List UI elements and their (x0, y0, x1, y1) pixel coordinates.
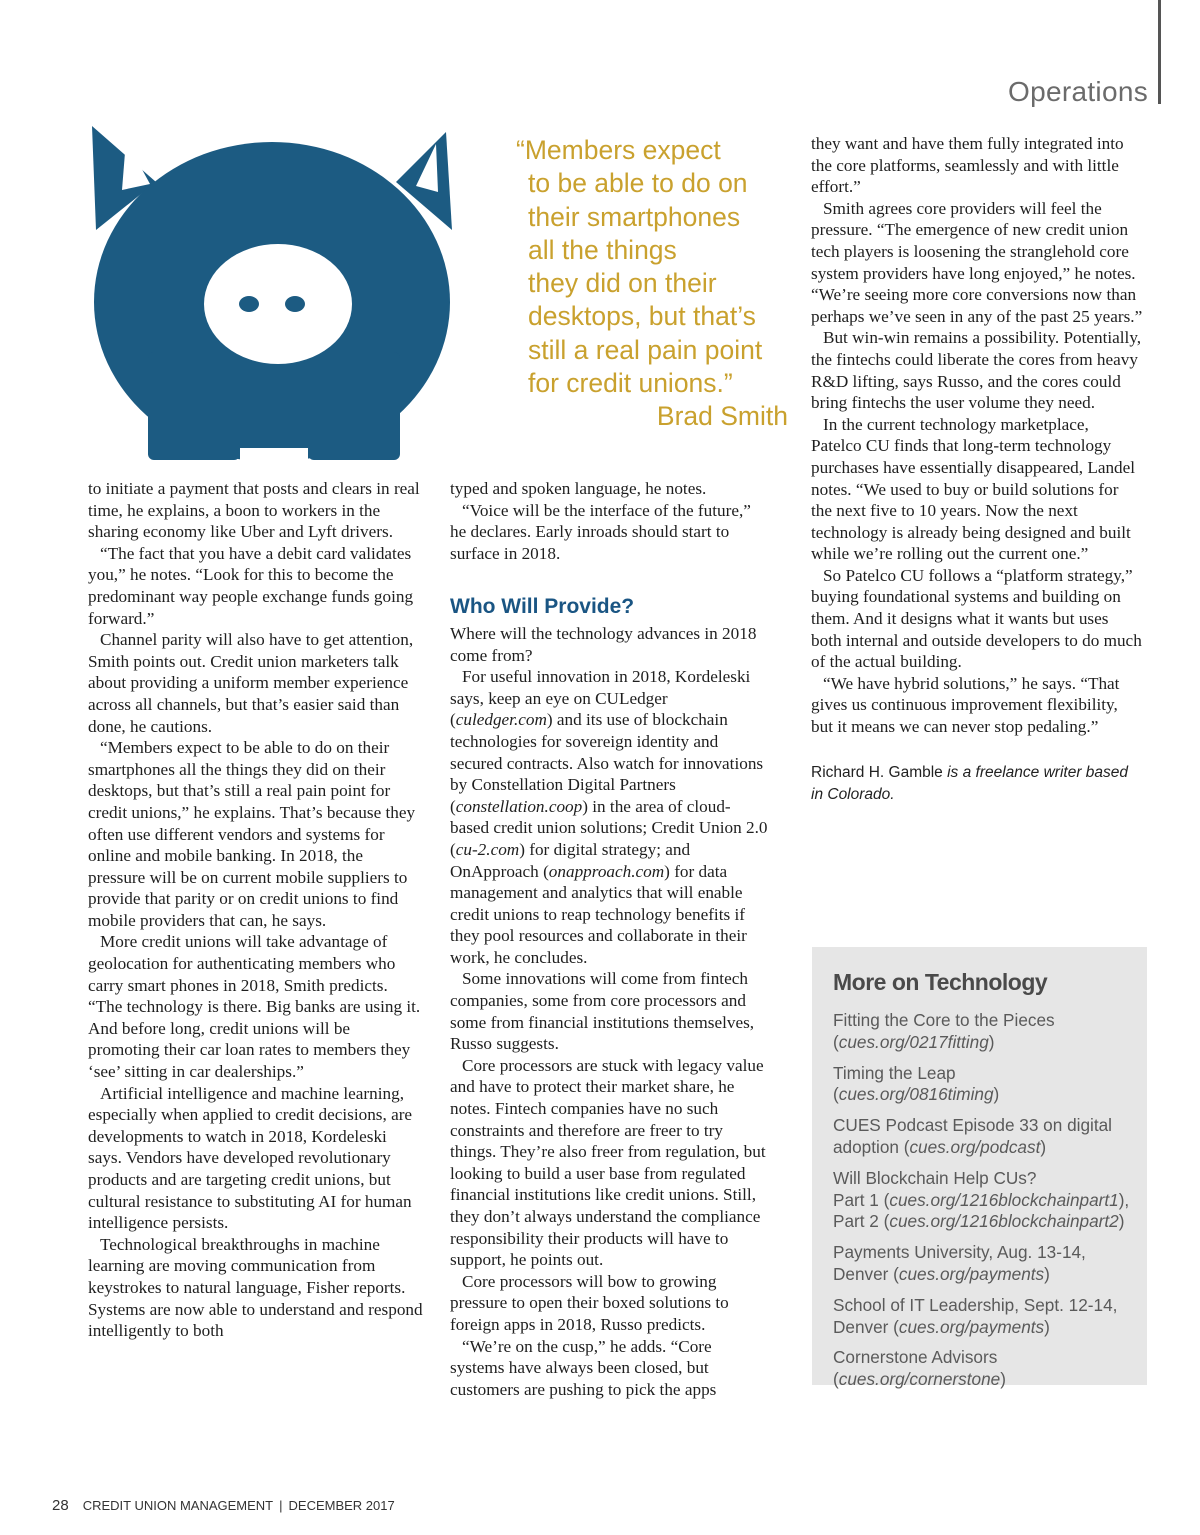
sidebar-item[interactable]: School of IT Leadership, Sept. 12-14, Denver (cues.org/payments) (833, 1294, 1118, 1337)
pull-quote-line: all the things (528, 234, 677, 265)
paragraph: “The fact that you have a debit card validates you,” he notes. “Look for this to become the predominant way people exchange funds going forward.” (88, 543, 414, 628)
sidebar-link[interactable]: cues.org/0217fitting (838, 1031, 989, 1052)
sidebar-link[interactable]: cues.org/podcast (909, 1136, 1041, 1157)
paragraph: they want and have them fully integrated into the core platforms, seamlessly and with little effort.” (811, 134, 1124, 197)
pull-quote-line: desktops, but that’s (528, 301, 756, 332)
article-column-3 (811, 133, 1143, 806)
paragraph: typed and spoken language, he notes. (450, 479, 707, 498)
sidebar-item[interactable]: Cornerstone Advisors (cues.org/cornerstone) (833, 1347, 1006, 1390)
pull-quote (516, 134, 788, 434)
paragraph: “Members expect to be able to do on their smartphones all the things they did on their desktops, but that’s still a real pain point for credit unions,” he explains. That’s because they often use different vendors and systems for online and mobile banking. In 2018, the pressure will be on current mobile suppliers to provide that parity or on credit unions to find mobile providers that can, he says. (88, 738, 416, 930)
issue-date: DECEMBER 2017 (288, 1498, 395, 1513)
sidebar-link[interactable]: cues.org/1216blockchainpart1 (889, 1189, 1119, 1210)
link-constellation[interactable]: constellation.coop (455, 796, 583, 816)
link-onapproach[interactable]: onapproach.com (548, 861, 665, 881)
paragraph: Channel parity will also have to get attention, Smith points out. Credit union marketers talk about providing a uniform member experience across all channels, but that’s easier said than done, he cautions. (88, 630, 414, 736)
paragraph: More credit unions will take advantage of geolocation for authenticating members who carry smart phones in 2018, Smith predicts. “The technology is there. Big banks are using it. And before long, credit unions will be promoting their car loan rates to members they ‘see’ sitting in car dealerships.” (88, 932, 421, 1082)
header-rule (1158, 0, 1161, 104)
author-byline (811, 762, 1143, 806)
paragraph: Artificial intelligence and machine learning, especially when applied to credit decisions, are developments to watch in 2018, Kordeleski says. Vendors have developed revolutionary products and are targeting credit unions, but cultural resistance to substituting AI for human intelligence persists. (88, 1083, 413, 1233)
pull-quote-line: they did on their (528, 268, 717, 299)
footer-separator: | (279, 1498, 283, 1513)
author-name: Richard H. Gamble (811, 763, 943, 781)
page-footer (52, 1497, 395, 1514)
sidebar-more-on-technology (812, 947, 1147, 1390)
paragraph: “Voice will be the interface of the future,” he declares. Early inroads should start to surface in 2018. (450, 500, 751, 563)
sidebar-link[interactable]: cues.org/1216blockchainpart2 (889, 1211, 1119, 1232)
paragraph: “We have hybrid solutions,” he says. “That gives us continuous improvement flexibility, but it means we can never stop pedaling.” (811, 673, 1120, 737)
section-label: Operations (1008, 76, 1148, 107)
pull-quote-attribution: Brad Smith (656, 401, 788, 432)
sidebar-link[interactable]: cues.org/0816timing (838, 1084, 994, 1105)
sidebar-item[interactable]: Will Blockchain Help CUs? Part 1 (cues.org/1216blockchainpart1), Part 2 (cues.org/1216blockchainpart2) (833, 1167, 1130, 1232)
paragraph: “We’re on the cusp,” he adds. “Core systems have always been closed, but customers are pushing to pick the apps (450, 1336, 717, 1399)
link-cu2[interactable]: cu-2.com (455, 839, 520, 859)
paragraph: For useful innovation in 2018, Kordeleski says, keep an eye on CULedger (culedger.com) and its use of blockchain technologies for sovereign identity and secured contracts. Also watch for innovations by Constellation Digital Partners (constellation.coop) in the area of cloud-based credit union solutions; Credit Union 2.0 (cu-2.com) for digital strategy; and OnApproach (onapproach.com) for data management and analytics that will enable credit unions to reap technology benefits if they pool resources and collaborate in their work, he concludes. (450, 667, 768, 967)
author-bio: is a freelance writer based in Colorado. (811, 763, 1129, 803)
paragraph: In the current technology marketplace, Patelco CU finds that long-term technology purchases have essentially disappeared, Landel notes. “We used to buy or build solutions for the next five to 10 years. Now the next technology is already being designed and built while we’re rolling out the current one.” (811, 414, 1136, 564)
paragraph: But win-win remains a possibility. Potentially, the fintechs could liberate the cores from heavy R&D lifting, says Russo, and the cores could bring fintechs the user volume they need. (811, 328, 1142, 413)
article-column-1 (88, 478, 424, 1342)
sidebar-item[interactable]: Payments University, Aug. 13-14, Denver (cues.org/payments) (833, 1242, 1086, 1284)
pull-quote-line: for credit unions.” (528, 368, 733, 399)
paragraph: to initiate a payment that posts and clears in real time, he explains, a boon to workers in the sharing economy like Uber and Lyft drivers. (88, 479, 420, 542)
pull-quote-line: to be able to do on (528, 168, 748, 199)
sidebar-item[interactable]: CUES Podcast Episode 33 on digital adoption (cues.org/podcast) (833, 1115, 1112, 1157)
link-culedger[interactable]: culedger.com (455, 710, 547, 730)
paragraph: Smith agrees core providers will feel the pressure. “The emergence of new credit union tech players is loosening the stranglehold core system providers have long enjoyed,” he notes. “We’re seeing more core conversions now than perhaps we’ve seen in any of the past 25 years.” (811, 198, 1143, 326)
paragraph: Core processors are stuck with legacy value and have to protect their market share, he notes. Fintech companies have no such constraints and therefore are freer to try things. They’re also freer from regulation, but looking to build a user base from regulated financial institutions like credit unions. Still, they don’t always understand the compliance responsibility their products will have to support, he points out. (450, 1055, 766, 1270)
paragraph: So Patelco CU follows a “platform strategy,” buying foundational systems and building on them. And it designs what it wants but uses both internal and outside developers to do much of the actual building. (811, 565, 1142, 672)
sidebar-item[interactable]: Fitting the Core to the Pieces (cues.org/0217fitting) (833, 1010, 1055, 1052)
sidebar-link[interactable]: cues.org/payments (898, 1316, 1045, 1337)
page-number: 28 (52, 1497, 69, 1514)
paragraph: Technological breakthroughs in machine learning are moving communication from keystrokes to natural language, Fisher reports. Systems are now able to understand and respond intelligently to both (88, 1234, 423, 1341)
pull-quote-line: still a real pain point (528, 334, 763, 365)
paragraph: Where will the technology advances in 2018 come from? (450, 623, 757, 665)
publication-name: CREDIT UNION MANAGEMENT (82, 1498, 274, 1513)
paragraph: Some innovations will come from fintech companies, some from core processors and some from financial institutions themselves, Russo suggests. (450, 969, 755, 1054)
sidebar-link[interactable]: cues.org/payments (898, 1263, 1045, 1284)
sidebar-title: More on Technology (833, 969, 1048, 995)
pull-quote-line: their smartphones (528, 201, 741, 232)
sidebar-link[interactable]: cues.org/cornerstone (838, 1369, 1001, 1390)
subhead: Who Will Provide? (450, 595, 635, 619)
piggy-bank-icon (86, 112, 470, 464)
sidebar-item[interactable]: Timing the Leap (cues.org/0816timing) (833, 1062, 1000, 1105)
article-column-2 (450, 478, 768, 1400)
pull-quote-line: “Members expect (516, 135, 721, 165)
paragraph: Core processors will bow to growing pressure to open their boxed solutions to foreign apps in 2018, Russo predicts. (450, 1271, 729, 1334)
